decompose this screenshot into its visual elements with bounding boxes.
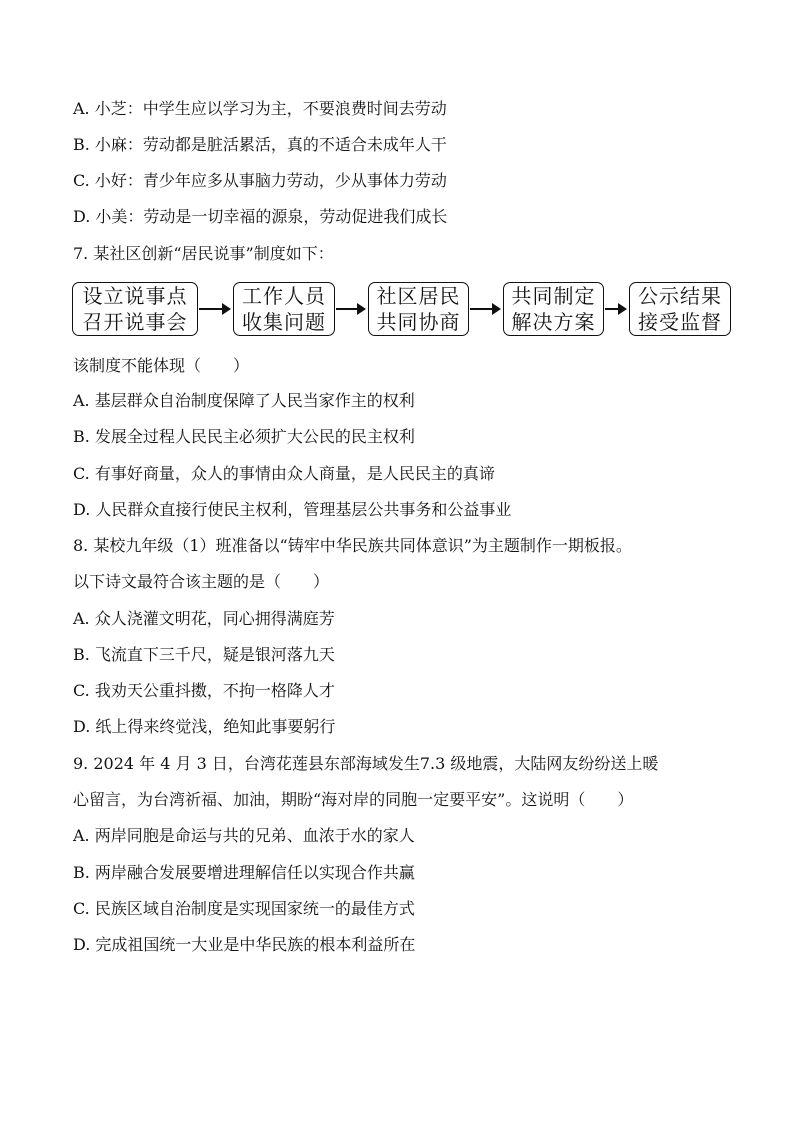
flow-step-2-line1: 工作人员 — [242, 284, 326, 308]
q9-stem-line1: 9. 2024 年 4 月 3 日，台湾花莲县东部海域发生7.3 级地震，大陆网友纷纷送上暖 — [73, 754, 659, 773]
flow-step-2-line2: 收集问题 — [242, 310, 326, 334]
flow-step-3-line1: 社区居民 — [376, 284, 461, 308]
q8-stem-line1: 8. 某校九年级（1）班准备以“铸牢中华民族共同体意识”为主题制作一期板报。 — [73, 536, 632, 555]
flow-step-1 — [72, 282, 198, 336]
q7-option-d: D. 人民群众直接行使民主权利，管理基层公共事务和公益事业 — [73, 500, 512, 519]
q6-option-b: B. 小麻：劳动都是脏活累活，真的不适合未成年人干 — [73, 135, 447, 154]
flow-step-5-line1: 公示结果 — [638, 284, 722, 308]
flow-step-4-line1: 共同制定 — [511, 284, 596, 308]
flow-arrow-1 — [199, 308, 229, 310]
flow-step-4 — [503, 282, 604, 336]
flow-step-3 — [368, 282, 469, 336]
q9-stem-line2: 心留言，为台湾祈福、加油，期盼“海对岸的同胞一定要平安”。这说明（ ） — [73, 790, 634, 809]
q8-option-c: C. 我劝天公重抖擞，不拘一格降人才 — [73, 681, 335, 700]
q8-option-d: D. 纸上得来终觉浅，绝知此事要躬行 — [73, 717, 336, 736]
flow-step-3-line2: 共同协商 — [376, 310, 461, 334]
flow-step-5-line2: 接受监督 — [638, 310, 722, 334]
q9-option-a: A. 两岸同胞是命运与共的兄弟、血浓于水的家人 — [73, 826, 415, 845]
q9-option-c: C. 民族区域自治制度是实现国家统一的最佳方式 — [73, 899, 415, 918]
q7-option-b: B. 发展全过程人民民主必须扩大公民的民主权利 — [73, 427, 415, 446]
q9-option-b: B. 两岸融合发展要增进理解信任以实现合作共赢 — [73, 863, 415, 882]
flow-arrow-3 — [470, 308, 499, 310]
q8-option-a: A. 众人浇灌文明花，同心拥得满庭芳 — [73, 609, 335, 628]
flow-arrow-4 — [605, 308, 625, 310]
q6-option-d: D. 小美：劳动是一切幸福的源泉，劳动促进我们成长 — [73, 207, 448, 226]
q6-option-a: A. 小芝：中学生应以学习为主，不要浪费时间去劳动 — [73, 99, 447, 118]
q7-flowchart — [72, 282, 732, 338]
flow-step-1-line2: 召开说事会 — [82, 310, 188, 334]
q7-option-a: A. 基层群众自治制度保障了人民当家作主的权利 — [73, 391, 415, 410]
flow-step-5 — [629, 282, 731, 336]
flow-step-4-line2: 解决方案 — [511, 310, 596, 334]
q9-option-d: D. 完成祖国统一大业是中华民族的根本利益所在 — [73, 935, 416, 954]
q7-stem: 7. 某社区创新“居民说事”制度如下： — [73, 244, 334, 263]
q8-option-b: B. 飞流直下三千尺，疑是银河落九天 — [73, 645, 335, 664]
flow-step-2 — [233, 282, 335, 336]
q8-stem-line2: 以下诗文最符合该主题的是（ ） — [73, 572, 330, 591]
flow-arrow-2 — [336, 308, 364, 310]
q7-question: 该制度不能体现（ ） — [73, 356, 250, 375]
q7-option-c: C. 有事好商量，众人的事情由众人商量，是人民民主的真谛 — [73, 464, 495, 483]
flow-step-1-line1: 设立说事点 — [82, 284, 188, 308]
q6-option-c: C. 小好：青少年应多从事脑力劳动，少从事体力劳动 — [73, 171, 447, 190]
